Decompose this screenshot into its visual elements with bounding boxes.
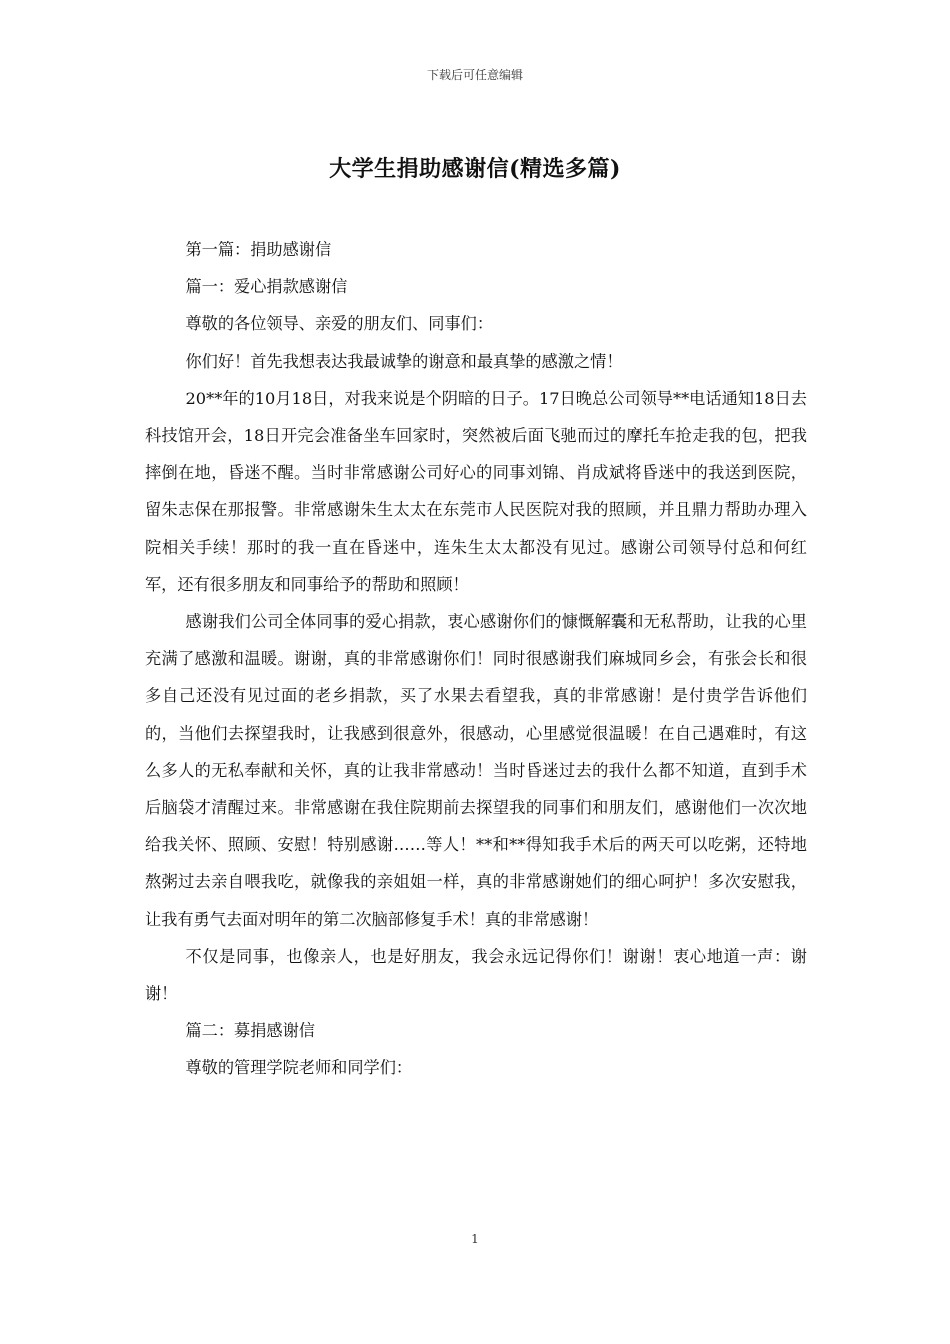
- page-header-note: 下载后可任意编辑: [426, 68, 523, 82]
- salutation: 尊敬的管理学院老师和同学们：: [185, 1058, 413, 1078]
- salutation: 尊敬的各位领导、亲爱的朋友们、同事们：: [185, 314, 494, 334]
- sub-heading: 篇一：爱心捐款感谢信: [185, 277, 348, 297]
- body-paragraph: 不仅是同事，也像亲人，也是好朋友，我会永远记得你们！谢谢！衷心地道一声：谢谢！: [145, 946, 807, 1004]
- greeting-paragraph: 你们好！首先我想表达我最诚挚的谢意和最真挚的感激之情！: [185, 351, 623, 371]
- document-body: [145, 231, 807, 1087]
- page-number: 1: [471, 1232, 479, 1246]
- body-paragraph: 感谢我们公司全体同事的爱心捐款，衷心感谢你们的慷慨解囊和无私帮助，让我的心里充满了感激和温暖。谢谢，真的非常感谢你们！同时很感谢我们麻城同乡会，有张会长和很多自己还没有见过面的老乡捐款，买了水果去看望我，真的非常感谢！是付贵学告诉他们的，当他们去探望我时，让我感到很意外，很感动，心里感觉很温暖！在自己遇难时，有这么多人的无私奉献和关怀，真的让我非常感动！当时昏迷过去的我什么都不知道，直到手术后脑袋才清醒过来。非常感谢在我住院期前去探望我的同事们和朋友们，感谢他们一次次地给我关怀、照顾、安慰！特别感谢……等人！**和**得知我手术后的两天可以吃粥，还特地熬粥过去亲自喂我吃，就像我的亲姐姐一样，真的非常感谢她们的细心呵护！多次安慰我，让我有勇气去面对明年的第二次脑部修复手术！真的非常感谢！: [145, 612, 807, 929]
- body-paragraph: 20**年的10月18日，对我来说是个阴暗的日子。17日晚总公司领导**电话通知18日去科技馆开会，18日开完会准备坐车回家时，突然被后面飞驰而过的摩托车抢走我的包，把我摔倒在地，昏迷不醒。当时非常感谢公司好心的同事刘锦、肖成斌将昏迷中的我送到医院，留朱志保在那报警。非常感谢朱生太太在东莞市人民医院对我的照顾，并且鼎力帮助办理入院相关手续！那时的我一直在昏迷中，连朱生太太都没有见过。感谢公司领导付总和何红军，还有很多朋友和同事给予的帮助和照顾！: [145, 388, 807, 594]
- sub-heading: 篇二：募捐感谢信: [185, 1021, 315, 1041]
- section-heading: 第一篇：捐助感谢信: [185, 240, 332, 259]
- document-title: 大学生捐助感谢信(精选多篇): [329, 156, 621, 182]
